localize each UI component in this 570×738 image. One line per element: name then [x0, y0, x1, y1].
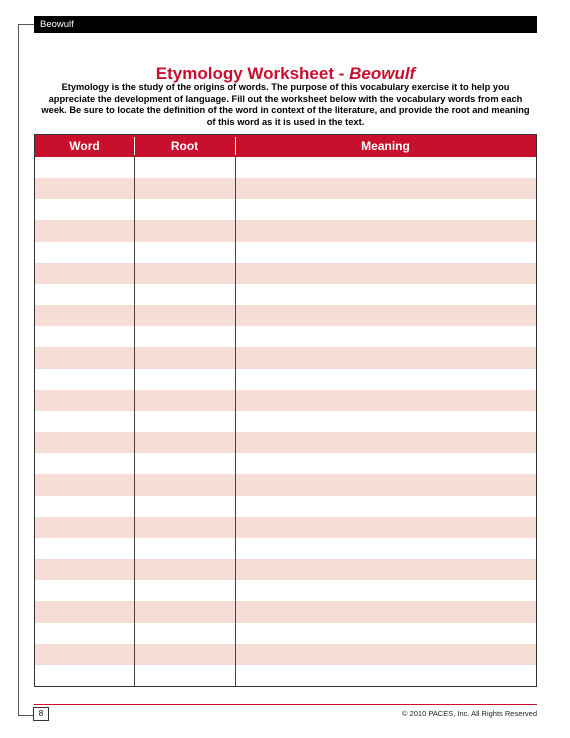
column-divider [134, 157, 135, 686]
table-row [35, 496, 536, 517]
title-italic: Beowulf [349, 64, 416, 83]
table-body [35, 157, 536, 686]
column-header-word: Word [69, 139, 100, 153]
table-row [35, 347, 536, 368]
table-row [35, 644, 536, 665]
column-header-root: Root [170, 139, 199, 153]
column-header-meaning: Meaning [361, 139, 410, 153]
table-row [35, 559, 536, 580]
book-title: Beowulf [40, 19, 74, 30]
instructions-paragraph: Etymology is the study of the origins of words. The purpose of this vocabulary exercise it to help you appreciate the development of language. Fill out the worksheet below with the vocabulary words from each week. Be sure to locate the definition of the word in context of the literature, and provide the root and meaning of this word as it is used in the text. [41, 82, 530, 127]
table-row [35, 580, 536, 601]
table-row [35, 305, 536, 326]
table-row [35, 474, 536, 495]
table-row [35, 411, 536, 432]
left-bracket-bottom [18, 715, 34, 716]
left-bracket-line [18, 24, 19, 716]
header-bar [34, 16, 537, 33]
table-row [35, 263, 536, 284]
table-header [35, 135, 536, 157]
table-row [35, 453, 536, 474]
table-row [35, 178, 536, 199]
footer-rule [34, 704, 537, 705]
left-bracket-top [18, 24, 34, 25]
header-divider [235, 137, 236, 155]
table-row [35, 369, 536, 390]
column-divider [235, 157, 236, 686]
table-row [35, 390, 536, 411]
page-title [34, 64, 537, 84]
worksheet-table [34, 134, 537, 687]
table-row [35, 242, 536, 263]
table-row [35, 199, 536, 220]
table-row [35, 157, 536, 178]
table-row [35, 517, 536, 538]
table-row [35, 326, 536, 347]
copyright-notice: © 2010 PACES, Inc. All Rights Reserved [401, 709, 537, 718]
title-main: Etymology Worksheet - [155, 64, 350, 83]
table-row [35, 538, 536, 559]
header-divider [134, 137, 135, 155]
table-row [35, 623, 536, 644]
table-row [35, 601, 536, 622]
table-row [35, 284, 536, 305]
table-row [35, 432, 536, 453]
table-row [35, 665, 536, 686]
page-number: 8 [33, 707, 49, 721]
table-row [35, 220, 536, 241]
